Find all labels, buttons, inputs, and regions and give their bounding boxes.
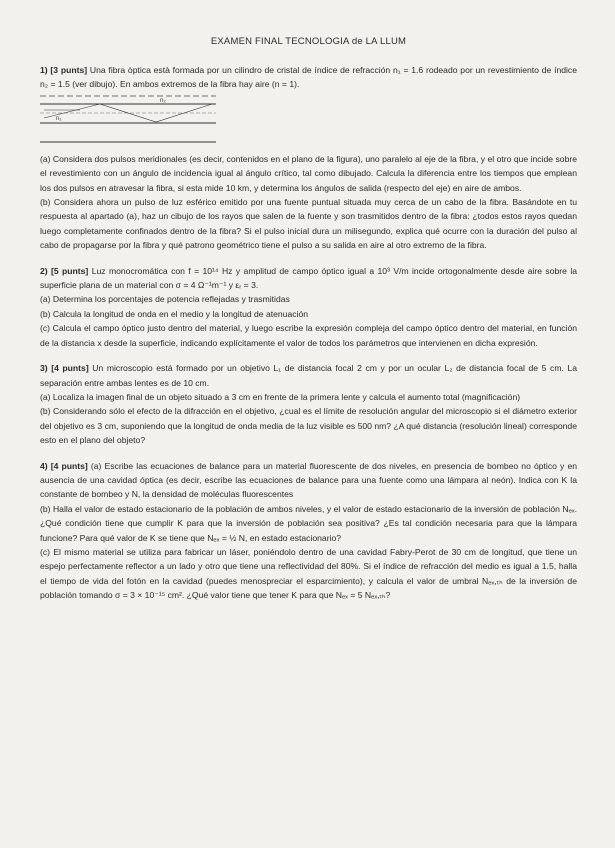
question-1-intro: Una fibra òptica està formada por un cilindro de cristal de índice de refracción n₁ = 1.6 rodeado por un revestimiento de índice n₂ = 1.5 (ver dibujo). En ambos extremos de la fibra hay aire (n = 1). (40, 65, 577, 90)
question-3b: (b) Considerando sólo el efecto de la difracción en el objetivo, ¿cual es el límite de resolución angular del microscopio si el diámetro exterior del objetivo es 3 cm, suponiendo que la longitud de onda media de la luz visible es 500 nm? ¿A qué distancia (resolución lineal) corresponde esto en el plano del objeto? (40, 406, 577, 446)
question-4-intro: (a) Escribe las ecuaciones de balance para un material fluorescente de dos niveles, en presencia de bombeo no óptico y en ausencia de una cavidad óptica (es decir, escribe las ecuaciones de balance para una fuente como una lámpara al neón). Indica con K la constante de bombeo y N, la densidad de moléculas fluorescentes (40, 460, 578, 500)
label-n2: n₂ (160, 97, 166, 104)
question-2 (40, 264, 577, 350)
question-1-number: 1) [3 punts] (40, 65, 88, 75)
question-2a: (a) Determina los porcentajes de potencia reflejadas y trasmitidas (40, 294, 290, 305)
question-3a: (a) Localiza la imagen final de un objeto situado a 3 cm en frente de la primera lente y calcula el aumento total (magnificación) (40, 391, 521, 402)
question-4-number: 4) [4 punts] (40, 460, 88, 471)
question-3-number: 3) [4 punts] (40, 363, 89, 374)
question-4c: (c) El mismo material se utiliza para fabricar un láser, poniéndolo dentro de una cavidad Fabry-Perot de 30 cm de longitud, que tiene un espejo perfectamente reflector a un lado y otro que tiene una reflectividad del 80%. Si el índice de refracción del medio es igual a 1.5, halla el tiempo de vida del fotón en la cavidad (puedes menospreciar el esparcimiento), y calcula el valor de umbral Nₑₓ,ₜₕ de la inversión de población tomando σ = 3 × 10⁻¹⁵ cm². ¿Qué valor tiene que tener K para que Nₑₓ = 5 Nₑₓ,ₜₕ? (40, 546, 577, 601)
question-1 (40, 63, 577, 253)
question-4 (40, 459, 577, 603)
question-2b: (b) Calcula la longitud de onda en el medio y la longitud de atenuación (40, 308, 309, 319)
question-2-intro: Luz monocromática con f = 10¹⁴ Hz y amplitud de campo óptico igual a 10³ V/m incide ortogonalmente desde aire sobre la superficie plana de un material con σ = 4 Ω⁻¹m⁻¹ y εᵣ = 3. (40, 265, 578, 291)
optical-fiber-diagram (40, 94, 216, 146)
page-title: EXAMEN FINAL TECNOLOGIA de LA LLUM (210, 36, 407, 47)
question-4b: (b) Halla el valor de estado estacionario de la población de ambos niveles, y el valor de estado estacionario de la inversión de población Nₑₓ. ¿Qué condición tiene que cumplir K para que la inversión de población sea positiva? ¿Es tal condición necesaria para que la lámpara funcione? Para qué valor de K se tiene que Nₑₓ = ½ N, en estado estacionario? (40, 503, 577, 543)
label-n1: n₁ (56, 115, 62, 122)
question-3 (40, 361, 577, 447)
question-3-intro: Un microscopio está formado por un objetivo L₁ de distancia focal 2 cm y por un ocular L₂ de distancia focal de 5 cm. La separación entre ambas lentes es de 10 cm. (40, 363, 577, 388)
question-1b: (b) Considera ahora un pulso de luz esférico emitido por una fuente puntual situada muy cerca de un cabo de la fibra. Basándote en tu respuesta al apartado (a), haz un cibujo de los rayos que salen de la fuente y son trasmitidos dentro de la fibra: ¿todos estos rayos quedan luego completamente confinados dentro de la fibra? Si el pulso inicial dura un milisegundo, explica qué ocurre con la duración del pulso al cabo de propagarse por la fibra y qué patrono geométrico tiene el pulso a su salida en aire al otro extremo de la fibra. (40, 197, 577, 251)
question-2c: (c) Calcula el campo óptico justo dentro del material, y luego escribe la expresión compleja del campo óptico dentro del material, en función de la distancia x desde la superficie, indicando explícitamente el valor de todos los parámetros que intervienen en dicha expresión. (40, 323, 577, 348)
question-2-number: 2) [5 punts] (40, 265, 89, 276)
question-1a: (a) Considera dos pulsos meridionales (es decir, contenidos en el plano de la figura), uno paralelo al eje de la fibra, y el otro que incide sobre el revestimiento con un ángulo de incidencia igual al ángulo crítico, tal como dibujado. Calcula la diferencia entre los tiempos que emplean los dos pulsos en atravesar la fibra, si esta mide 10 km, y determina los ángulos de salida (respecto del eje) en aire de ambos. (40, 153, 577, 193)
